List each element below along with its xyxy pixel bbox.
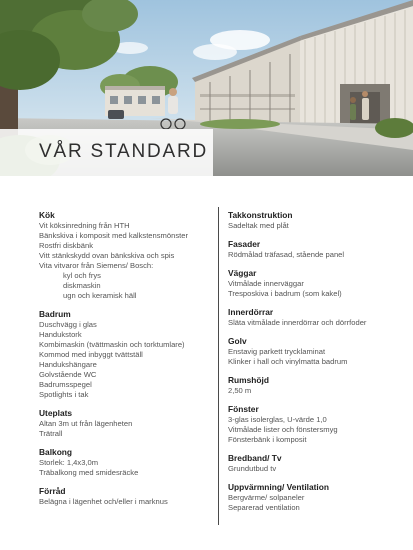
left-column [39,210,214,515]
spec-item: Duschvägg i glas [39,320,97,329]
spec-item: ugn och keramisk häll [63,291,137,300]
spec-item: Spotlights i tak [39,390,89,399]
spec-section-forrad [39,486,214,507]
spec-section-uppvarmning-ventilation [228,482,398,513]
section-heading: Balkong [39,447,73,457]
page-title: VÅR STANDARD [39,141,209,162]
spec-section-fasader [228,239,398,260]
spec-item: Träbalkong med smidesräcke [39,468,139,477]
section-heading: Bredband/ Tv [228,453,282,463]
spec-section-vaggar [228,268,398,299]
spec-item: Belägna i lägenhet och/eller i marknus [39,497,168,506]
spec-item: Klinker i hall och vinylmatta badrum [228,357,348,366]
section-heading: Rumshöjd [228,375,269,385]
section-heading: Uppvärmning/ Ventilation [228,482,329,492]
section-heading: Fönster [228,404,259,414]
spec-item: 3-glas isolerglas, U-värde 1,0 [228,415,327,424]
spec-item: Vita vitvaror från Siemens/ Bosch: [39,261,154,270]
spec-section-fonster [228,404,398,445]
spec-item: Storlek: 1,4x3,0m [39,458,99,467]
spec-section-kok [39,210,214,301]
spec-item: Sadeltak med plåt [228,221,289,230]
spec-item: Vitmålade lister och fönstersmyg [228,425,338,434]
spec-section-rumshojd [228,375,398,396]
spec-item: Släta vitmålade innerdörrar och dörrfoder [228,318,367,327]
section-heading: Takkonstruktion [228,210,293,220]
spec-item: Kombimaskin (tvättmaskin och torktumlare) [39,340,185,349]
spec-item: Vit köksinredning från HTH [39,221,130,230]
spec-item: Tresposkiva i badrum (som kakel) [228,289,342,298]
hero-image [0,0,413,176]
spec-section-badrum [39,309,214,400]
section-heading: Väggar [228,268,257,278]
spec-item: Fönsterbänk i komposit [228,435,307,444]
section-heading: Förråd [39,486,66,496]
spec-item: Kommod med inbyggt tvättställ [39,350,143,359]
spec-item: Enstavig parkett trycklaminat [228,347,326,356]
spec-item: Vitt stänkskydd ovan bänkskiva och spis [39,251,175,260]
spec-section-takkonstruktion [228,210,398,231]
spec-item: Handukshängare [39,360,97,369]
spec-item: Separerad ventilation [228,503,300,512]
section-heading: Uteplats [39,408,73,418]
spec-item: kyl och frys [63,271,101,280]
spec-item: 2,50 m [228,386,252,395]
spec-item: Handukstork [39,330,82,339]
section-heading: Fasader [228,239,261,249]
spec-item: Rostfri diskbänk [39,241,94,250]
spec-item: Bänkskiva i komposit med kalkstensmönster [39,231,188,240]
section-heading: Badrum [39,309,71,319]
spec-section-uteplats [39,408,214,439]
spec-item: Badrumsspegel [39,380,92,389]
spec-section-innerdorrar [228,307,398,328]
spec-item: Grundutbud tv [228,464,277,473]
spec-item: Bergvärme/ solpaneler [228,493,305,502]
section-heading: Innerdörrar [228,307,274,317]
section-heading: Kök [39,210,55,220]
spec-section-balkong [39,447,214,478]
spec-item: Vitmålade innerväggar [228,279,304,288]
spec-item: diskmaskin [63,281,101,290]
spec-item: Rödmålad träfasad, stående panel [228,250,345,259]
spec-section-golv [228,336,398,367]
section-heading: Golv [228,336,247,346]
spec-item: Trätrall [39,429,63,438]
spec-section-bredband-tv [228,453,398,474]
right-column [228,210,398,521]
spec-item: Golvstående WC [39,370,97,379]
column-divider [218,207,219,525]
spec-item: Altan 3m ut från lägenheten [39,419,133,428]
